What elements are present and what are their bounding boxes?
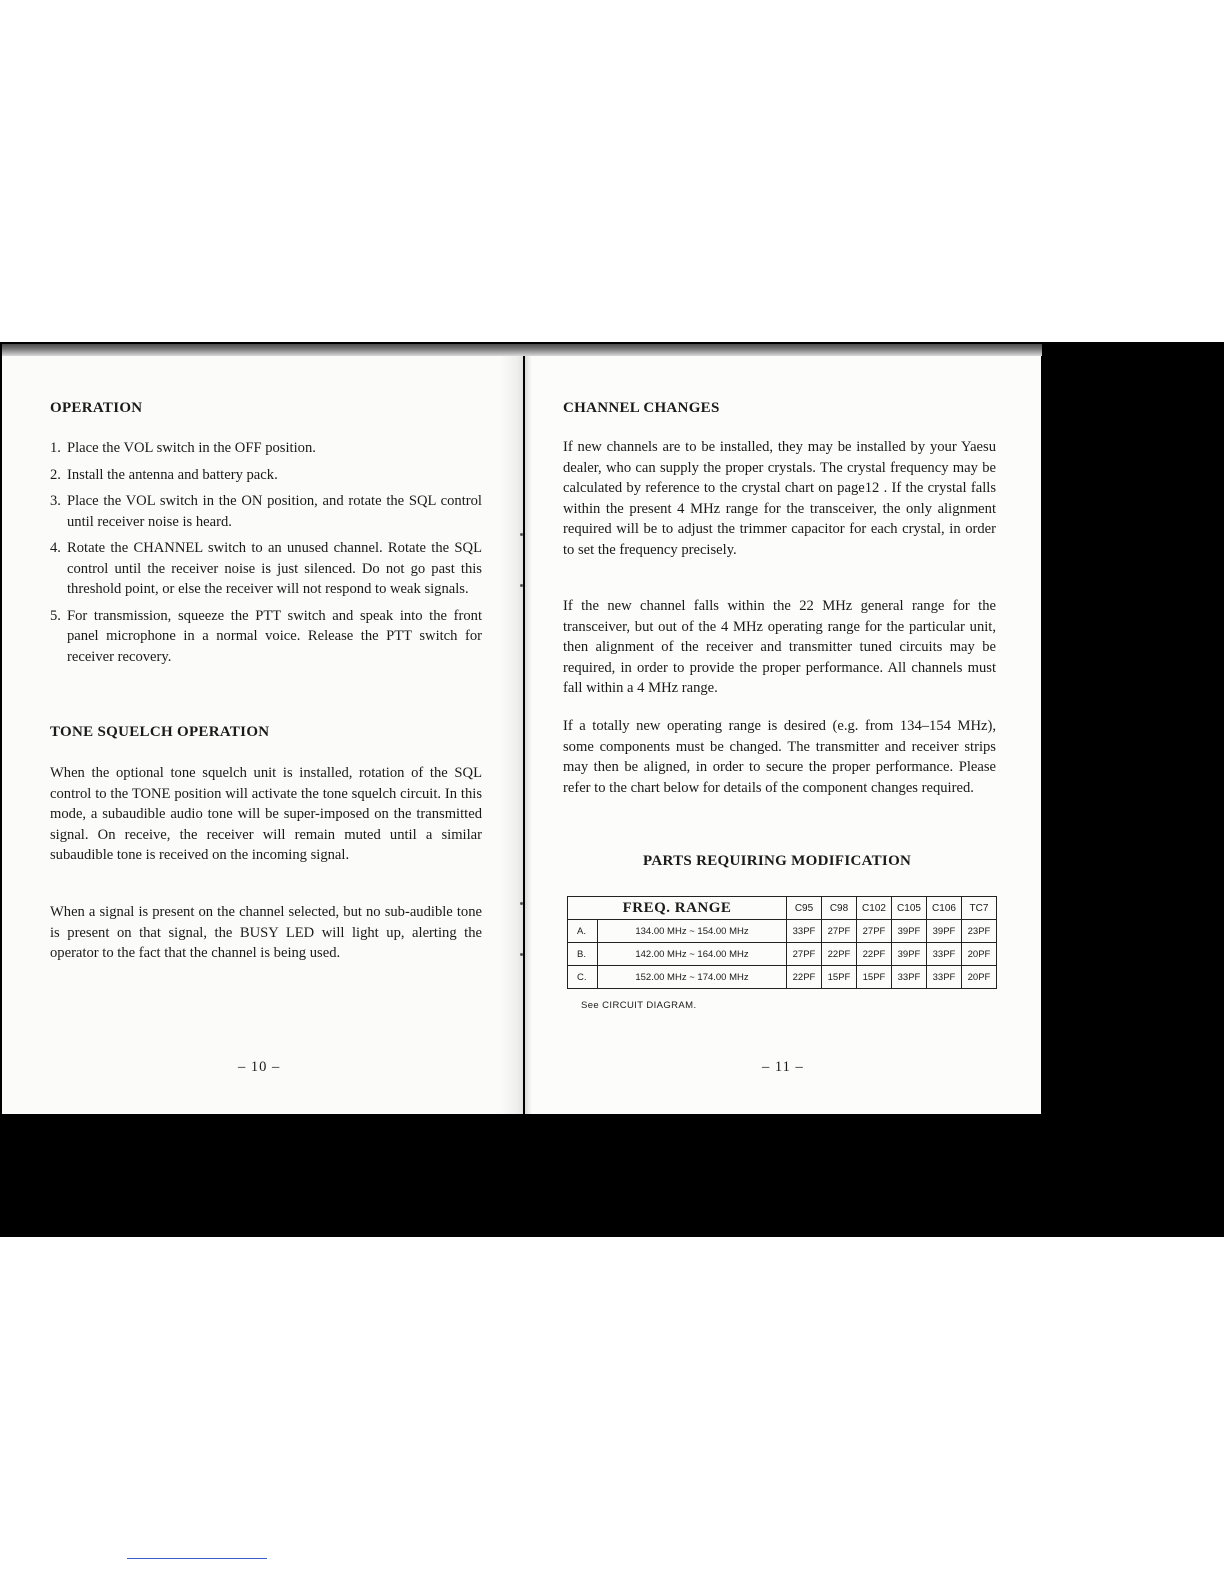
operation-step-3 (50, 491, 482, 532)
operation-step-4 (50, 538, 482, 600)
freq-range-cell: 152.00 MHz ~ 174.00 MHz (598, 966, 787, 989)
tone-squelch-paragraph-1: When the optional tone squelch unit is installed, rotation of the SQL control to the TONE position will activate the tone squelch circuit. In this mode, a subaudible audio tone will be super-imposed on the transmitted signal. On receive, the receiver will remain muted until a similar subaudible tone is received on the incoming signal. (50, 765, 482, 863)
scan-speck (520, 584, 523, 587)
circuit-diagram-note: See CIRCUIT DIAGRAM. (581, 1000, 697, 1011)
operation-steps (50, 438, 482, 673)
channel-paragraph-1: If new channels are to be installed, they may be installed by your Yaesu dealer, who can supply the proper crystals. The crystal frequency may be calculated by reference to the crystal chart on page12 . If the crystal falls within the present 4 MHz range for the transceiver, the only alignment required will be to adjust the trimmer capacitor for each crystal, in order to set the frequency precisely. (563, 439, 996, 558)
table-row (568, 943, 997, 966)
value-cell: 15PF (822, 966, 857, 989)
page-top-edge (2, 344, 1042, 356)
channel-paragraph-3: If a totally new operating range is desired (e.g. from 134–154 MHz), some components must be changed. The transmitter and receiver strips may then be aligned, in order to secure the proper performance. Please refer to the chart below for details of the component changes required. (563, 718, 996, 796)
channel-changes-heading: CHANNEL CHANGES (563, 400, 720, 416)
blue-rule (127, 1558, 267, 1559)
step-text: Rotate the CHANNEL switch to an unused channel. Rotate the SQL control until the receiver noise is just silenced. Do not go past this threshold point, or else the receiver will not respond to weak signals. (67, 540, 482, 597)
column-header: C95 (787, 897, 822, 920)
step-text: Place the VOL switch in the OFF position. (67, 440, 316, 456)
value-cell: 33PF (927, 966, 962, 989)
value-cell: 33PF (892, 966, 927, 989)
operation-step-1 (50, 438, 482, 459)
table-header-row (568, 897, 997, 920)
row-label: C. (568, 966, 598, 989)
value-cell: 33PF (787, 920, 822, 943)
value-cell: 22PF (857, 943, 892, 966)
freq-range-cell: 134.00 MHz ~ 154.00 MHz (598, 920, 787, 943)
row-label: B. (568, 943, 598, 966)
step-text: Install the antenna and battery pack. (67, 466, 278, 483)
column-header: C105 (892, 897, 927, 920)
step-number: 3. (50, 493, 61, 509)
operation-step-2 (50, 465, 482, 486)
step-number: 2. (50, 466, 61, 483)
value-cell: 20PF (962, 943, 997, 966)
value-cell: 39PF (927, 920, 962, 943)
value-cell: 23PF (962, 920, 997, 943)
parts-modification-heading: PARTS REQUIRING MODIFICATION (643, 853, 912, 869)
step-text: For transmission, squeeze the PTT switch and speak into the front panel microphone in a normal voice. Release the PTT switch for receiver recovery. (67, 607, 482, 665)
freq-range-header: FREQ. RANGE (568, 897, 787, 920)
table-row (568, 966, 997, 989)
value-cell: 15PF (857, 966, 892, 989)
channel-paragraph-2: If the new channel falls within the 22 MHz general range for the transceiver, but out of the 4 MHz operating range for the particular unit, then alignment of the receiver and transmitter tuned circuits may be required, in order to provide the proper performance. All channels must fall within a 4 MHz range. (563, 598, 996, 696)
tone-squelch-paragraph-2: When a signal is present on the channel selected, but no sub-audible tone is present on that signal, the BUSY LED will light up, alerting the operator to the fact that the channel is being used. (50, 904, 482, 961)
value-cell: 27PF (787, 943, 822, 966)
freq-range-cell: 142.00 MHz ~ 164.00 MHz (598, 943, 787, 966)
step-number: 1. (50, 440, 61, 456)
operation-heading: OPERATION (50, 400, 143, 416)
page-number-right: – 11 – (762, 1059, 804, 1075)
tone-squelch-heading: TONE SQUELCH OPERATION (50, 724, 270, 740)
value-cell: 27PF (822, 920, 857, 943)
column-header: TC7 (962, 897, 997, 920)
book-gutter (500, 356, 532, 1114)
value-cell: 20PF (962, 966, 997, 989)
column-header: C102 (857, 897, 892, 920)
step-number: 5. (50, 607, 61, 624)
value-cell: 33PF (927, 943, 962, 966)
row-label: A. (568, 920, 598, 943)
parts-table (567, 896, 997, 989)
step-text: Place the VOL switch in the ON position, and rotate the SQL control until receiver noise is heard. (67, 493, 482, 530)
step-number: 4. (50, 540, 61, 556)
scan-speck (520, 902, 523, 905)
scan-speck (520, 953, 523, 956)
column-header: C98 (822, 897, 857, 920)
scan-speck (520, 533, 523, 536)
page-number-left: – 10 – (238, 1059, 281, 1075)
value-cell: 22PF (787, 966, 822, 989)
value-cell: 39PF (892, 943, 927, 966)
value-cell: 22PF (822, 943, 857, 966)
value-cell: 39PF (892, 920, 927, 943)
column-header: C106 (927, 897, 962, 920)
value-cell: 27PF (857, 920, 892, 943)
operation-step-5 (50, 606, 482, 668)
table-row (568, 920, 997, 943)
